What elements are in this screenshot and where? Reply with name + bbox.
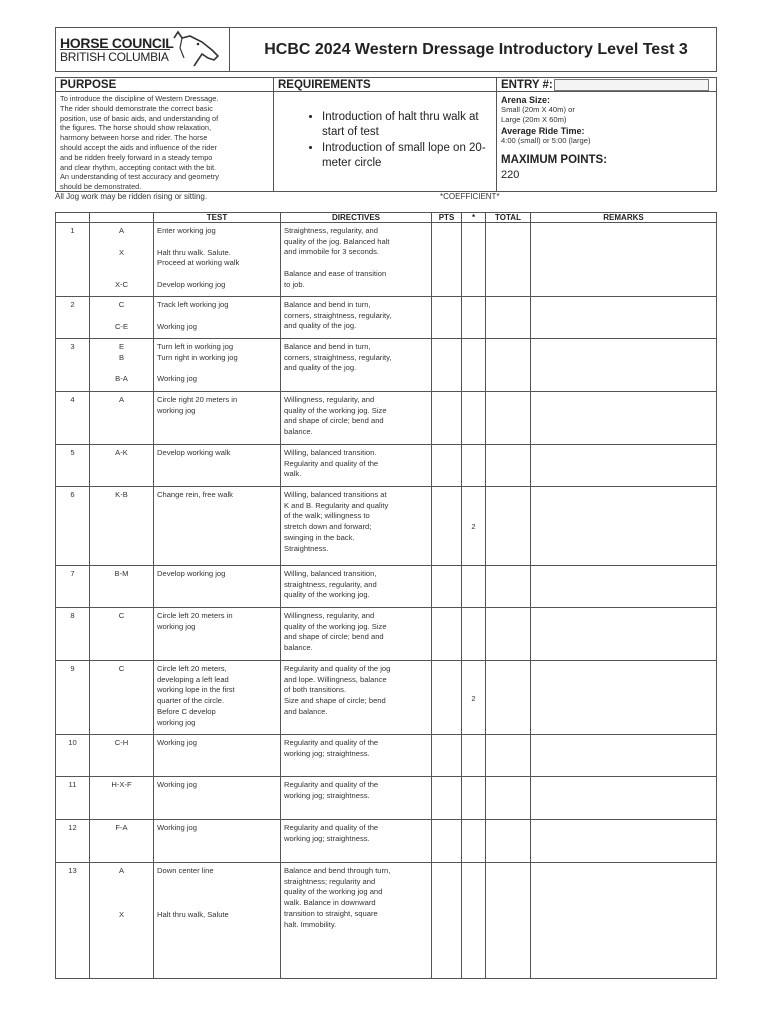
directive-cell [281, 297, 432, 339]
coefficient-note: *COEFFICIENT* [440, 192, 500, 201]
total-cell[interactable] [486, 777, 531, 820]
test-cell-line [157, 363, 278, 374]
horse-head-icon [168, 30, 224, 68]
points-cell[interactable] [432, 566, 462, 608]
directive-cell-line: and balance. [284, 706, 328, 716]
directives-header: DIRECTIVES [281, 213, 432, 223]
movement-number: 1 [56, 223, 90, 297]
purpose-text [56, 92, 273, 194]
marker-cell-line [92, 269, 151, 280]
coefficient-cell [462, 566, 486, 608]
requirements-heading: REQUIREMENTS [274, 78, 496, 92]
table-header-row [56, 213, 717, 223]
test-info-panel [55, 77, 717, 192]
table-row [56, 735, 717, 777]
test-cell-line [157, 877, 278, 888]
marker-cell-line [92, 237, 151, 248]
test-cell-line: Change rein, free walk [157, 490, 233, 499]
requirement-item: • Introduction of small lope on 20-meter circle [322, 141, 496, 171]
marker-cell-line: C [118, 300, 125, 309]
points-cell[interactable] [432, 392, 462, 445]
purpose-line: harmony between horse and rider. The horse [60, 133, 208, 143]
marker-cell-line: B-M [114, 569, 129, 578]
points-cell[interactable] [432, 820, 462, 863]
total-cell[interactable] [486, 820, 531, 863]
purpose-line: and clear rhythm, accepting contact with the bit. [60, 162, 217, 172]
directive-cell-line: balance. [284, 643, 313, 653]
document-header [55, 27, 717, 72]
test-cell-line [157, 269, 278, 280]
purpose-line: the figures. The horse should show relaxation, [60, 123, 212, 133]
test-cell [154, 777, 281, 820]
purpose-line: should be demonstrated. [60, 182, 142, 192]
table-row [56, 820, 717, 863]
marker-cell-line [92, 877, 151, 888]
table-row [56, 392, 717, 445]
directive-cell-line: and shape of circle; bend and [284, 416, 384, 426]
test-cell-line: Before C develop [157, 706, 216, 716]
directive-cell-line: quality of the jog. Balanced halt [284, 236, 390, 246]
marker-cell-line: C-E [114, 321, 129, 331]
remarks-cell[interactable] [531, 392, 717, 445]
test-cell-line: working jog [157, 621, 196, 631]
marker-cell-line: B [118, 352, 125, 362]
directive-cell-line: Balance and bend through turn, [284, 866, 391, 875]
marker-cell-line: E [118, 342, 125, 351]
marker-cell [90, 223, 154, 297]
entry-section [497, 78, 716, 191]
marker-header [90, 213, 154, 223]
marker-cell-line: X [118, 909, 125, 919]
directive-cell-line: Size and shape of circle; bend [284, 696, 386, 706]
directive-cell [281, 735, 432, 777]
arena-large: Large (20m X 60m) [501, 115, 567, 124]
pts-header: PTS [432, 213, 462, 223]
entry-number-field[interactable] [554, 79, 709, 91]
test-cell-line: Enter working jog [157, 226, 216, 235]
directive-cell-line: halt. Immobility. [284, 919, 337, 929]
test-cell-line: Circle left 20 meters, [157, 664, 227, 673]
marker-cell [90, 820, 154, 863]
directive-cell [281, 392, 432, 445]
test-cell-line: Turn left in working jog [157, 342, 234, 351]
directive-cell-line: Balance and ease of transition [284, 269, 387, 279]
marker-cell-line: A-K [115, 448, 128, 457]
directive-cell-line: walk. [284, 469, 302, 479]
marker-cell-line [92, 899, 151, 910]
logo-line-2: BRITISH COLUMBIA [60, 50, 169, 64]
marker-cell [90, 445, 154, 487]
table-row [56, 777, 717, 820]
movement-number: 6 [56, 487, 90, 566]
marker-cell-line: C [118, 664, 125, 673]
directive-cell-line: and immobile for 3 seconds. [284, 247, 379, 257]
movement-number: 5 [56, 445, 90, 487]
test-cell-line: Turn right in working jog [157, 352, 238, 362]
marker-cell-line: X [118, 247, 125, 257]
directive-cell-line: of both transitions. [284, 685, 347, 695]
test-cell [154, 339, 281, 392]
directive-cell-line: Willing, balanced transitions at [284, 490, 387, 499]
directive-cell [281, 661, 432, 735]
remarks-cell[interactable] [531, 820, 717, 863]
test-cell [154, 445, 281, 487]
marker-cell-line: F-A [115, 823, 128, 832]
directive-cell [281, 777, 432, 820]
coefficient-cell [462, 339, 486, 392]
marker-cell [90, 339, 154, 392]
test-cell [154, 661, 281, 735]
test-cell-line: working jog [157, 405, 196, 415]
ride-time-label: Average Ride Time: [501, 126, 585, 136]
marker-cell-line: C [118, 611, 125, 620]
directive-cell-line: and lope. Willingness, balance [284, 674, 387, 684]
directive-cell [281, 566, 432, 608]
directive-cell-line: Straightness, regularity, and [284, 226, 378, 235]
test-cell-line: Halt thru walk. Salute. [157, 247, 231, 257]
test-cell-line [157, 311, 278, 322]
table-row [56, 566, 717, 608]
directive-cell-line: quality of the working jog. [284, 590, 370, 600]
directive-cell [281, 223, 432, 297]
table-row [56, 608, 717, 661]
coefficient-cell [462, 223, 486, 297]
coefficient-cell [462, 297, 486, 339]
remarks-header: REMARKS [531, 213, 717, 223]
marker-cell [90, 777, 154, 820]
total-cell[interactable] [486, 487, 531, 566]
entry-heading [497, 78, 716, 92]
marker-cell [90, 297, 154, 339]
test-cell-line: Develop working walk [157, 448, 231, 457]
total-cell[interactable] [486, 392, 531, 445]
remarks-cell[interactable] [531, 735, 717, 777]
movement-number: 12 [56, 820, 90, 863]
max-points-label: MAXIMUM POINTS: [501, 154, 608, 166]
purpose-heading: PURPOSE [56, 78, 273, 92]
total-cell[interactable] [486, 863, 531, 979]
marker-cell-line: H-X-F [111, 780, 132, 789]
test-cell-line: Circle left 20 meters in [157, 611, 233, 620]
coefficient-cell [462, 608, 486, 661]
page-title: HCBC 2024 Western Dressage Introductory Level Test 3 [264, 40, 688, 58]
total-cell[interactable] [486, 445, 531, 487]
max-points-value: 220 [501, 169, 520, 181]
points-cell[interactable] [432, 487, 462, 566]
test-cell-line: developing a left lead [157, 674, 229, 684]
directive-cell-line: quality of the working jog. Size [284, 405, 387, 415]
directive-cell-line: corners, straightness, regularity, [284, 310, 392, 320]
total-cell[interactable] [486, 339, 531, 392]
directive-cell-line: straightness, regularity, and [284, 579, 377, 589]
purpose-line: An understanding of test accuracy and geometry [60, 172, 219, 182]
directive-cell-line: stretch down and forward; [284, 522, 372, 532]
movement-number: 3 [56, 339, 90, 392]
points-cell[interactable] [432, 445, 462, 487]
movement-number: 9 [56, 661, 90, 735]
coefficient-cell [462, 863, 486, 979]
requirement-item: • Introduction of halt thru walk at start of test [322, 110, 496, 140]
marker-cell [90, 608, 154, 661]
table-row [56, 297, 717, 339]
directive-cell-line: balance. [284, 427, 313, 437]
test-cell [154, 820, 281, 863]
table-row [56, 223, 717, 297]
requirements-list [274, 110, 496, 171]
directive-cell-line: Willing, balanced transition. [284, 448, 377, 457]
directive-cell-line: Balance and bend in turn, [284, 342, 371, 351]
marker-cell [90, 566, 154, 608]
test-cell [154, 863, 281, 979]
movement-number: 2 [56, 297, 90, 339]
directive-cell-line: Willingness, regularity, and [284, 395, 375, 404]
marker-cell [90, 735, 154, 777]
test-cell-line: Proceed at working walk [157, 258, 240, 268]
directive-cell-line: and shape of circle; bend and [284, 632, 384, 642]
test-cell-line: working jog [157, 717, 196, 727]
jog-note: All Jog work may be ridden rising or sitting. [55, 192, 208, 201]
marker-cell-line [92, 311, 151, 322]
marker-cell [90, 661, 154, 735]
directive-cell-line [284, 258, 429, 269]
directive-cell-line: transition to straight, square [284, 908, 378, 918]
directive-cell-line: working jog; straightness. [284, 833, 370, 843]
coefficient-cell: 2 [462, 661, 486, 735]
ride-time-value: 4:00 (small) or 5:00 (large) [501, 136, 591, 145]
marker-cell [90, 863, 154, 979]
remarks-cell[interactable] [531, 661, 717, 735]
directive-cell-line: K and B. Regularity and quality [284, 500, 389, 510]
total-cell[interactable] [486, 608, 531, 661]
arena-size-label: Arena Size: [501, 95, 551, 105]
remarks-cell[interactable] [531, 777, 717, 820]
logo-line-1: HORSE COUNCIL [60, 35, 174, 51]
marker-cell-line: C-H [114, 738, 129, 747]
test-cell-line: Develop working jog [157, 569, 226, 578]
directive-cell [281, 339, 432, 392]
directive-cell-line: of the walk; willingness to [284, 511, 370, 521]
directive-cell-line: working jog; straightness. [284, 790, 370, 800]
directive-cell-line: Regularity and quality of the jog [284, 664, 391, 673]
remarks-cell[interactable] [531, 608, 717, 661]
remarks-cell[interactable] [531, 863, 717, 979]
directive-cell [281, 487, 432, 566]
remarks-cell[interactable] [531, 445, 717, 487]
purpose-line: position, use of basic aids, and understanding of [60, 113, 219, 123]
purpose-line: The rider should demonstrate the correct basic [60, 103, 213, 113]
directive-cell-line: Regularity and quality of the [284, 458, 379, 468]
directive-cell [281, 820, 432, 863]
total-cell[interactable] [486, 661, 531, 735]
marker-cell-line: X-C [114, 280, 129, 290]
directive-cell-line: quality of the working jog and [284, 887, 383, 897]
directive-cell [281, 863, 432, 979]
purpose-line: To introduce the discipline of Western Dressage. [60, 94, 219, 103]
test-cell-line: Down center line [157, 866, 214, 875]
movement-number: 11 [56, 777, 90, 820]
entry-label: ENTRY #: [501, 79, 553, 91]
test-cell-line: Working jog [157, 823, 197, 832]
directive-cell-line: straightness; regularity and [284, 876, 376, 886]
test-cell-line: Track left working jog [157, 300, 229, 309]
test-cell-line: Circle right 20 meters in [157, 395, 238, 404]
points-cell[interactable] [432, 777, 462, 820]
table-row [56, 487, 717, 566]
test-cell-line: Working jog [157, 738, 197, 747]
remarks-cell[interactable] [531, 297, 717, 339]
total-cell[interactable] [486, 735, 531, 777]
marker-cell [90, 392, 154, 445]
points-cell[interactable] [432, 863, 462, 979]
directive-cell-line: Willingness, regularity, and [284, 611, 375, 620]
directive-cell-line: and quality of the jog. [284, 363, 357, 373]
points-cell[interactable] [432, 297, 462, 339]
test-cell-line: Halt thru walk, Salute [157, 909, 229, 919]
points-cell[interactable] [432, 608, 462, 661]
movement-number: 4 [56, 392, 90, 445]
directive-cell-line: Regularity and quality of the [284, 823, 379, 832]
purpose-section [56, 78, 274, 191]
table-row [56, 661, 717, 735]
movement-number: 10 [56, 735, 90, 777]
directive-cell-line: Balance and bend in turn, [284, 300, 371, 309]
points-cell[interactable] [432, 339, 462, 392]
test-cell [154, 735, 281, 777]
coefficient-cell [462, 820, 486, 863]
movement-number: 7 [56, 566, 90, 608]
directive-cell-line: and quality of the jog. [284, 321, 357, 331]
directive-cell-line: Regularity and quality of the [284, 738, 379, 747]
remarks-cell[interactable] [531, 339, 717, 392]
hcbc-logo [56, 28, 230, 71]
test-header: TEST [154, 213, 281, 223]
marker-cell-line: K-B [115, 490, 128, 499]
directive-cell [281, 445, 432, 487]
test-cell-line [157, 237, 278, 248]
test-cell [154, 297, 281, 339]
total-header: TOTAL [486, 213, 531, 223]
test-cell-line: Working jog [157, 321, 197, 331]
points-cell[interactable] [432, 223, 462, 297]
arena-small: Small (20m X 40m) or [501, 105, 575, 114]
test-cell-line: working lope in the first [157, 685, 235, 695]
test-cell [154, 223, 281, 297]
movement-number: 8 [56, 608, 90, 661]
requirements-section [274, 78, 497, 191]
test-cell [154, 487, 281, 566]
directive-cell-line: corners, straightness, regularity, [284, 352, 392, 362]
test-cell-line: Develop working jog [157, 280, 226, 290]
number-header [56, 213, 90, 223]
directive-cell-line: quality of the working jog. Size [284, 621, 387, 631]
test-cell-line: Working jog [157, 780, 197, 789]
test-cell-line [157, 888, 278, 899]
total-cell[interactable] [486, 297, 531, 339]
points-cell[interactable] [432, 735, 462, 777]
marker-cell-line [92, 258, 151, 269]
test-cell [154, 392, 281, 445]
test-cell-line: Working jog [157, 374, 197, 384]
test-cell [154, 608, 281, 661]
coefficient-cell [462, 777, 486, 820]
purpose-line: and be ridden freely forward in a steady tempo [60, 152, 213, 162]
marker-cell-line: A [118, 866, 125, 875]
remarks-cell[interactable] [531, 566, 717, 608]
coefficient-cell [462, 735, 486, 777]
marker-cell-line: A [118, 226, 125, 235]
test-cell-line [157, 899, 278, 910]
directive-cell-line: to job. [284, 279, 305, 289]
directive-cell-line: Straightness. [284, 543, 329, 553]
directive-cell-line: walk. Balance in downward [284, 898, 376, 908]
directive-cell-line: working jog; straightness. [284, 748, 370, 758]
remarks-cell[interactable] [531, 487, 717, 566]
points-cell[interactable] [432, 661, 462, 735]
coefficient-header: * [462, 213, 486, 223]
marker-cell-line: B-A [115, 374, 128, 384]
total-cell[interactable] [486, 223, 531, 297]
marker-cell-line [92, 363, 151, 374]
test-cell-line: quarter of the circle. [157, 696, 225, 706]
directive-cell-line: Willing, balanced transition, [284, 569, 377, 578]
coefficient-cell [462, 392, 486, 445]
coefficient-cell: 2 [462, 487, 486, 566]
total-cell[interactable] [486, 566, 531, 608]
test-movements-table [55, 212, 717, 979]
marker-cell-line: A [118, 395, 125, 404]
directive-cell [281, 608, 432, 661]
remarks-cell[interactable] [531, 223, 717, 297]
coefficient-cell [462, 445, 486, 487]
movement-number: 13 [56, 863, 90, 979]
table-row [56, 863, 717, 979]
marker-cell-line [92, 888, 151, 899]
directive-cell-line: Regularity and quality of the [284, 780, 379, 789]
test-cell [154, 566, 281, 608]
purpose-line: should accept the aids and influence of the rider [60, 142, 217, 152]
table-row [56, 339, 717, 392]
directive-cell-line: swinging in the back. [284, 532, 355, 542]
table-row [56, 445, 717, 487]
marker-cell [90, 487, 154, 566]
